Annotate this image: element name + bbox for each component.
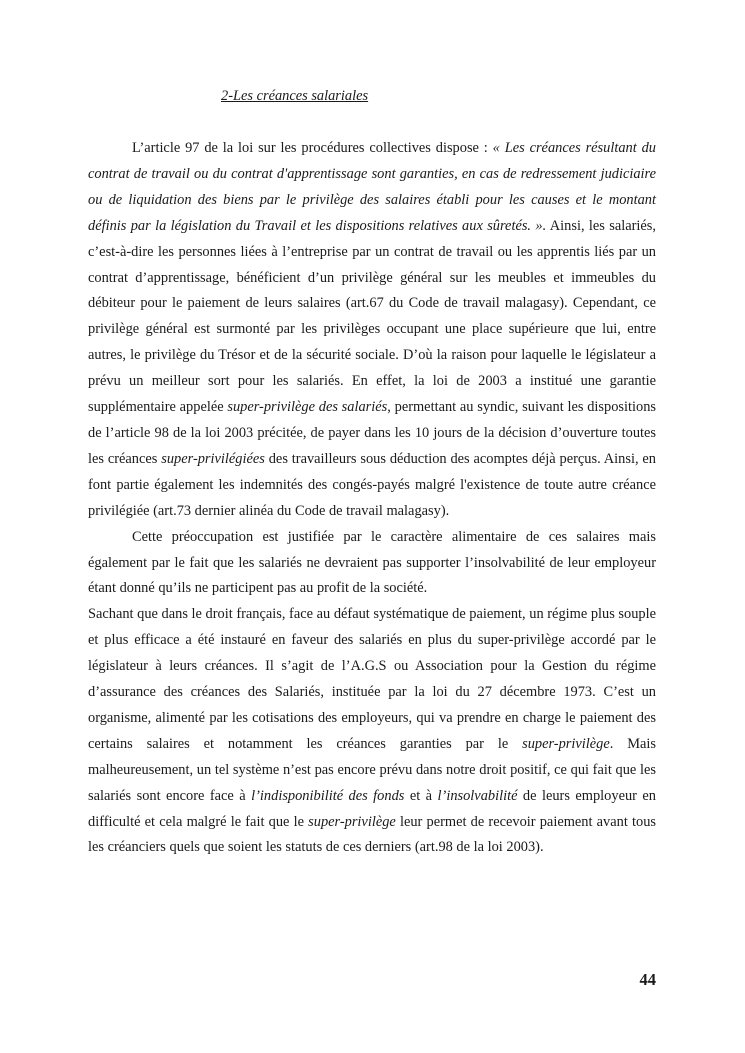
page-number: 44 (639, 970, 656, 989)
p3-em-d: super-privilège (308, 813, 396, 830)
p1-text-b: , permettant au syndic, suivant les dispositions de l’article 98 de la loi 2003 précitée, de payer dans les 10 jours de la décision d’ouverture toutes les créances (88, 399, 656, 467)
paragraph-1 (88, 136, 656, 525)
p1-em-b: super-privilégiées (161, 450, 265, 467)
p3-text-d: de leurs employeur en difficulté et cela malgré le fait que le (88, 787, 656, 830)
paragraph-3 (88, 602, 656, 861)
section-heading: 2-Les créances salariales (221, 88, 369, 104)
p1-text-a: Ainsi, les salariés, c’est-à-dire les personnes liées à l’entreprise par un contrat de travail ou les apprentis liés par un contrat d’apprentissage, bénéficient d’un privilège général sur les meubles et immeubles du débiteur pour le paiement de leurs salaires (art.67 du Code de travail malagasy). Cependant, ce privilège général est surmonté par les privilèges occupant une place supérieure que lui, entre autres, le privilège du Trésor et de la sécurité sociale. D’où la raison pour laquelle le législateur a prévu un meilleur sort pour les salariés. En effet, la loi de 2003 a institué une garantie supplémentaire appelée (88, 217, 656, 416)
p3-text-c: et à (404, 787, 438, 804)
p1-text-c: des travailleurs sous déduction des acomptes déjà perçus. Ainsi, en font partie également les indemnités des congés-payés malgré l'existence de toute autre créance privilégiée (art.73 dernier alinéa du Code de travail malagasy). (88, 450, 656, 519)
body-text (88, 136, 656, 861)
p3-text-b: . Mais malheureusement, un tel système n’est pas encore prévu dans notre droit positif, ce qui fait que les salariés sont encore face à (88, 735, 656, 804)
p3-text-a: Sachant que dans le droit français, face au défaut systématique de paiement, un régime plus souple et plus efficace a été instauré en faveur des salariés en plus du super-privilège accordé par le législateur à leurs créances. Il s’agit de l’A.G.S ou Association pour la Gestion du régime d’assurance des créances des Salariés, instituée par la loi du 27 décembre 1973. C’est un organisme, alimenté par les cotisations des employeurs, qui va prendre en charge le paiement des certains salaires et notamment les créances garanties par le (88, 606, 656, 752)
p3-em-c: l’insolvabilité (437, 787, 518, 804)
p3-text-e: leur permet de recevoir paiement avant tous les créanciers quels que soient les statuts de ces derniers (art.98 de la loi 2003). (88, 813, 656, 856)
p1-quote: « Les créances résultant du contrat de travail ou du contrat d'apprentissage sont garanties, en cas de redressement judiciaire ou de liquidation des biens par le privilège des salaires établi pour les causes et le montant définis par la législation du Travail et les dispositions relatives aux sûretés. ». (88, 140, 656, 234)
p1-intro: L’article 97 de la loi sur les procédures collectives dispose : (132, 140, 493, 156)
p3-em-b: l’indisponibilité des fonds (251, 787, 405, 804)
p1-em-a: super-privilège des salariés (227, 399, 388, 416)
p3-em-a: super-privilège (522, 735, 610, 752)
paragraph-2: Cette préoccupation est justifiée par le caractère alimentaire de ces salaires mais également par le fait que les salariés ne devraient pas supporter l’insolvabilité de leur employeur étant donné qu’ils ne participent pas au profit de la société. (88, 528, 656, 597)
